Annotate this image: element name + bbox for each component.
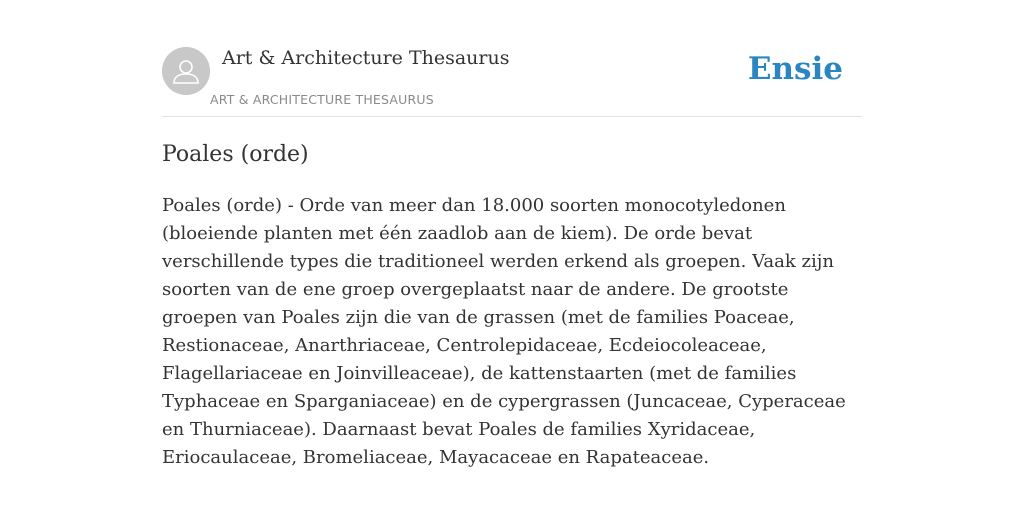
definition-text: Poales (orde) - Orde van meer dan 18.000 soorten monocotyledonen (bloeiende planten met één zaadlob aan de kiem). De orde bevat verschillende types die traditioneel werden erkend als groepen. Vaak zijn soorten van de ene groep overgeplaatst naar de andere. De grootste groepen van Poales zijn die van de grassen (met de families Poaceae, Restionaceae, Anarthriaceae, Centrolepidaceae, Ecdeiocoleaceae, Flagellariaceae en Joinvilleaceae), de kattenstaarten (met de families Typhaceae en Sparganiaceae) en de cypergrassen (Juncaceae, Cyperaceae en Thurniaceae). Daarnaast bevat Poales de families Xyridaceae, Eriocaulaceae, Bromeliaceae, Mayacaceae en Rapateaceae. [162, 195, 846, 468]
source-header [162, 0, 862, 117]
source-label: ART & ARCHITECTURE THESAURUS [210, 92, 434, 107]
page-title: Poales (orde) [162, 142, 309, 167]
source-name[interactable]: Art & Architecture Thesaurus [222, 47, 510, 69]
brand-logo[interactable]: Ensie [747, 51, 843, 87]
user-avatar-icon[interactable] [162, 47, 210, 95]
